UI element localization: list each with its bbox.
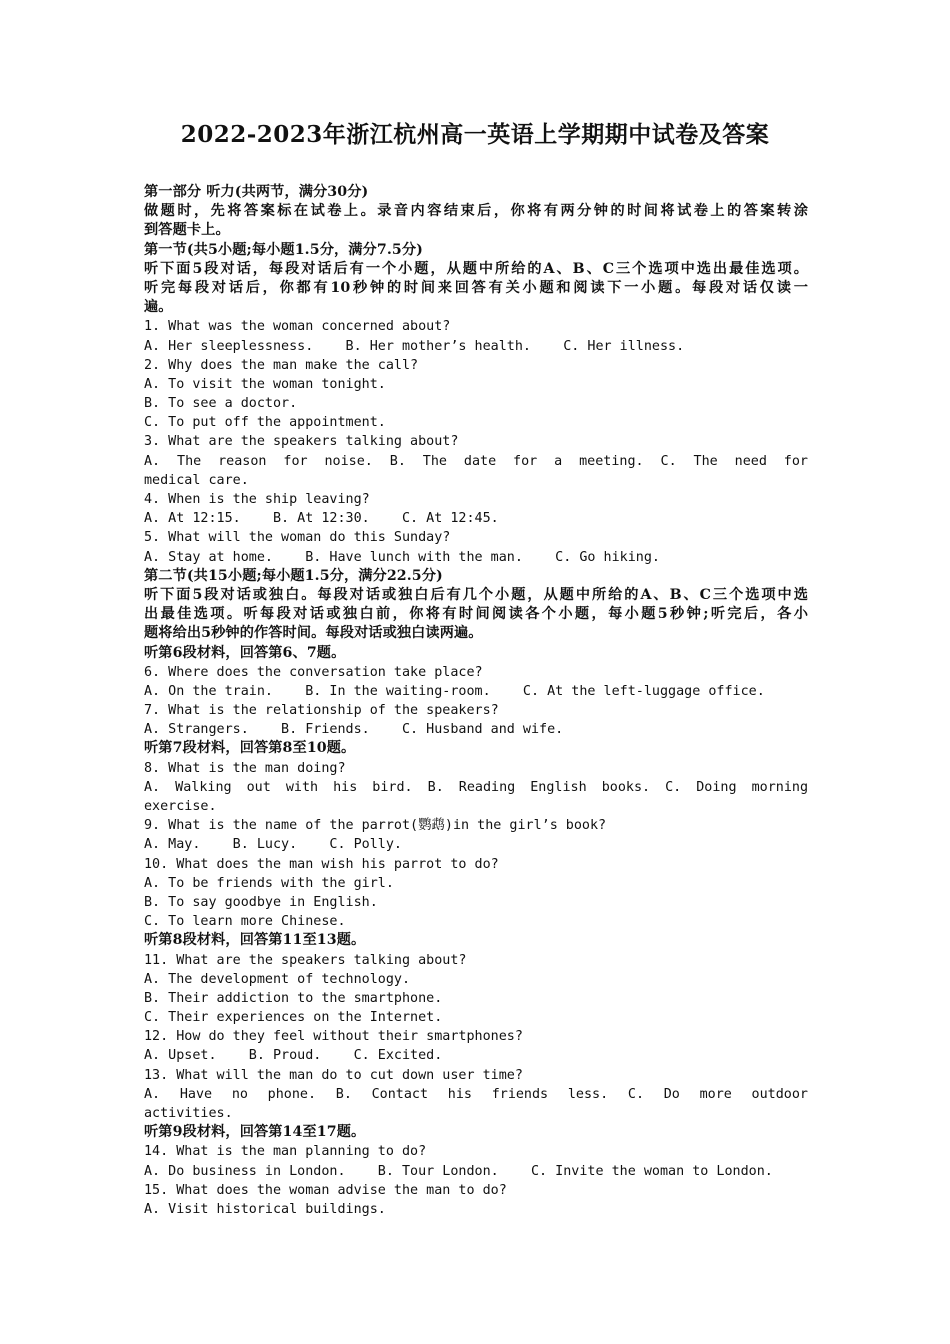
- question-line: A. To be friends with the girl.: [144, 875, 394, 891]
- question-line: C. To learn more Chinese.: [144, 914, 346, 930]
- section-text-line: 第一部分 听力(共两节，满分30分): [144, 184, 369, 200]
- section-text-line: 第二节(共15小题;每小题1.5分，满分22.5分): [144, 567, 443, 584]
- question-line: A. To visit the woman tonight.: [144, 376, 386, 392]
- question-line: A. Her sleeplessness. B. Her mother’s health. C. Her illness.: [144, 338, 685, 354]
- section-text-line: 到答题卡上。: [144, 222, 230, 239]
- question-line: 1. What was the woman concerned about?: [144, 319, 451, 335]
- section-text-line: 做题时，先将答案标在试卷上。录音内容结束后，你将有两分钟的时间将试卷上的答案转涂: [144, 203, 808, 220]
- question-line: A. Upset. B. Proud. C. Excited.: [144, 1048, 443, 1064]
- section-text-line: 遍。: [144, 299, 173, 316]
- question-line: C. Their experiences on the Internet.: [144, 1010, 443, 1026]
- question-line: A. On the train. B. In the waiting-room. C. At the left-luggage office.: [144, 683, 765, 699]
- section-text-line: 听第6段材料，回答第6、7题。: [144, 644, 346, 661]
- question-line: B. Their addiction to the smartphone.: [144, 990, 443, 1006]
- question-line: 2. Why does the man make the call?: [144, 357, 419, 373]
- question-line: B. To say goodbye in English.: [144, 894, 378, 910]
- question-line: C. To put off the appointment.: [144, 415, 386, 431]
- question-line: B. To see a doctor.: [144, 396, 298, 412]
- exam-content: [144, 183, 808, 1219]
- question-line: 3. What are the speakers talking about?: [144, 434, 459, 450]
- question-line: A. Stay at home. B. Have lunch with the man. C. Go hiking.: [144, 549, 660, 565]
- question-line: A. Strangers. B. Friends. C. Husband and wife.: [144, 722, 564, 738]
- section-text-line: 听第9段材料，回答第14至17题。: [144, 1124, 366, 1141]
- question-line: A. The reason for noise. B. The date for a meeting. C. The need for: [144, 453, 808, 469]
- question-line: 11. What are the speakers talking about?: [144, 952, 467, 968]
- question-line: 14. What is the man planning to do?: [144, 1144, 427, 1160]
- section-text-line: 第一节(共5小题;每小题1.5分，满分7.5分): [144, 241, 423, 258]
- section-text-line: 听第8段材料，回答第11至13题。: [144, 932, 366, 949]
- question-line: 12. How do they feel without their smartphones?: [144, 1029, 523, 1045]
- question-line: 10. What does the man wish his parrot to do?: [144, 856, 499, 872]
- question-line: 13. What will the man do to cut down user time?: [144, 1067, 523, 1083]
- section-text-line: 听下面5段对话或独白。每段对话或独白后有几个小题，从题中所给的A、B、C三个选项中选: [144, 586, 808, 603]
- question-line: A. May. B. Lucy. C. Polly.: [144, 837, 402, 853]
- document-title: 2022-2023年浙江杭州高一英语上学期期中试卷及答案: [180, 121, 770, 148]
- section-text-line: 题将给出5秒钟的作答时间。每段对话或独白读两遍。: [144, 625, 483, 642]
- section-text-line: 出最佳选项。听每段对话或独白前，你将有时间阅读各个小题，每小题5秒钟;听完后，各小: [144, 606, 808, 623]
- question-line: 7. What is the relationship of the speakers?: [144, 703, 499, 719]
- question-line: A. At 12:15. B. At 12:30. C. At 12:45.: [144, 511, 499, 527]
- question-line: activities.: [144, 1106, 233, 1121]
- question-line: 9. What is the name of the parrot(鹦鹉)in the girl’s book?: [144, 818, 607, 834]
- section-text-line: 听下面5段对话，每段对话后有一个小题，从题中所给的A、B、C三个选项中选出最佳选项。: [144, 260, 808, 277]
- question-line: 15. What does the woman advise the man to do?: [144, 1182, 507, 1198]
- question-line: exercise.: [144, 799, 217, 814]
- section-text-line: 听第7段材料，回答第8至10题。: [144, 740, 356, 757]
- question-line: A. Walking out with his bird. B. Reading English books. C. Doing morning: [144, 779, 808, 795]
- question-line: A. Visit historical buildings.: [144, 1201, 386, 1217]
- question-line: A. The development of technology.: [144, 971, 411, 987]
- question-line: A. Do business in London. B. Tour London. C. Invite the woman to London.: [144, 1163, 773, 1179]
- question-line: 8. What is the man doing?: [144, 760, 346, 776]
- question-line: medical care.: [144, 472, 249, 488]
- question-line: 5. What will the woman do this Sunday?: [144, 530, 451, 546]
- question-line: 6. Where does the conversation take place?: [144, 664, 483, 680]
- section-text-line: 听完每段对话后，你都有10秒钟的时间来回答有关小题和阅读下一小题。每段对话仅读一: [144, 279, 808, 296]
- question-line: 4. When is the ship leaving?: [144, 492, 370, 507]
- question-line: A. Have no phone. B. Contact his friends less. C. Do more outdoor: [144, 1086, 808, 1102]
